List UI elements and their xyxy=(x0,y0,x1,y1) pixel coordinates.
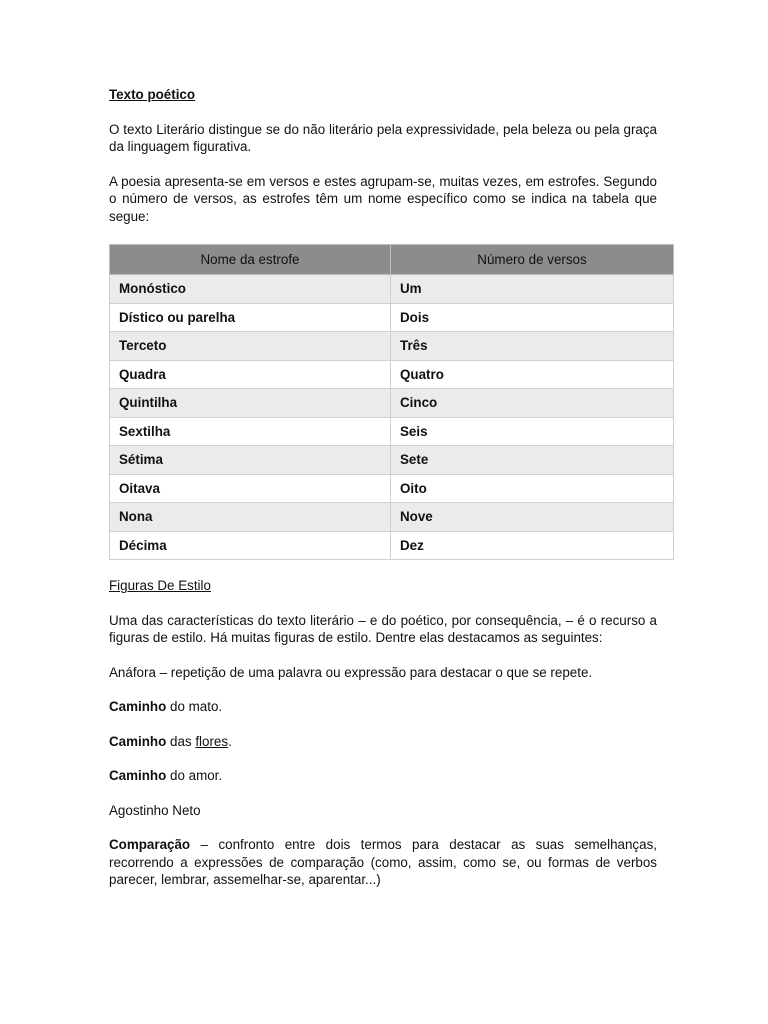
verse-count: Um xyxy=(391,275,674,304)
table-row xyxy=(110,332,674,361)
verse-count: Sete xyxy=(391,446,674,475)
section-title-figuras: Figuras De Estilo xyxy=(109,578,211,593)
strophe-name: Oitava xyxy=(110,474,391,503)
strophe-name: Sétima xyxy=(110,446,391,475)
verse-count: Cinco xyxy=(391,389,674,418)
table-row xyxy=(110,503,674,532)
table-header-verses: Número de versos xyxy=(391,245,674,275)
intro-paragraph: O texto Literário distingue se do não literário pela expressividade, pela beleza ou pela graça da linguagem figurativa. xyxy=(109,121,657,154)
verse-mid: das xyxy=(166,733,196,749)
table-row xyxy=(110,389,674,418)
poem-author: Agostinho Neto xyxy=(109,802,201,818)
table-header-name: Nome da estrofe xyxy=(110,245,391,275)
strophe-name: Nona xyxy=(110,503,391,532)
table-row xyxy=(110,474,674,503)
strophe-name: Terceto xyxy=(110,332,391,361)
strophe-table xyxy=(109,244,674,560)
verse-line-1 xyxy=(109,698,657,716)
strophe-name: Quintilha xyxy=(110,389,391,418)
verse-line-3 xyxy=(109,767,657,785)
verse-count: Nove xyxy=(391,503,674,532)
verse-keyword: Caminho xyxy=(109,733,167,749)
verse-count: Três xyxy=(391,332,674,361)
verse-line-2 xyxy=(109,733,657,751)
table-row xyxy=(110,360,674,389)
table-row xyxy=(110,275,674,304)
table-row xyxy=(110,303,674,332)
comparacao-definition xyxy=(109,836,657,889)
comparacao-text: – confronto entre dois termos para destacar as suas semelhanças, recorrendo a expressões de comparação (como, assim, como se, ou formas de verbos parecer, lembrar, assemelhar-se, aparentar...) xyxy=(109,837,657,887)
verse-rest: do mato. xyxy=(166,699,223,714)
verse-underlined-word: flores xyxy=(195,733,229,749)
verse-keyword: Caminho xyxy=(109,768,167,783)
figures-paragraph: Uma das características do texto literário – e do poético, por consequência, – é o recurso a figuras de estilo. Há muitas figuras de estilo. Dentre elas destacamos as seguintes: xyxy=(109,612,657,645)
anafora-definition: Anáfora – repetição de uma palavra ou expressão para destacar o que se repete. xyxy=(109,664,593,680)
comparacao-term: Comparação xyxy=(109,837,191,852)
table-row xyxy=(110,417,674,446)
document-page xyxy=(109,86,657,889)
verse-rest: do amor. xyxy=(166,768,223,783)
verse-count: Dez xyxy=(391,531,674,560)
page-title: Texto poético xyxy=(109,87,196,102)
verse-count: Oito xyxy=(391,474,674,503)
verse-count: Seis xyxy=(391,417,674,446)
strophe-name: Décima xyxy=(110,531,391,560)
strophe-name: Dístico ou parelha xyxy=(110,303,391,332)
poetry-paragraph: A poesia apresenta-se em versos e estes agrupam-se, muitas vezes, em estrofes. Segundo o número de versos, as estrofes têm um nome específico como se indica na tabela que segue: xyxy=(109,173,657,224)
verse-keyword: Caminho xyxy=(109,699,167,714)
verse-count: Quatro xyxy=(391,360,674,389)
verse-count: Dois xyxy=(391,303,674,332)
table-row xyxy=(110,446,674,475)
table-header-row xyxy=(110,245,674,275)
strophe-name: Sextilha xyxy=(110,417,391,446)
verse-end: . xyxy=(228,733,232,749)
strophe-name: Quadra xyxy=(110,360,391,389)
table-row xyxy=(110,531,674,560)
strophe-name: Monóstico xyxy=(110,275,391,304)
